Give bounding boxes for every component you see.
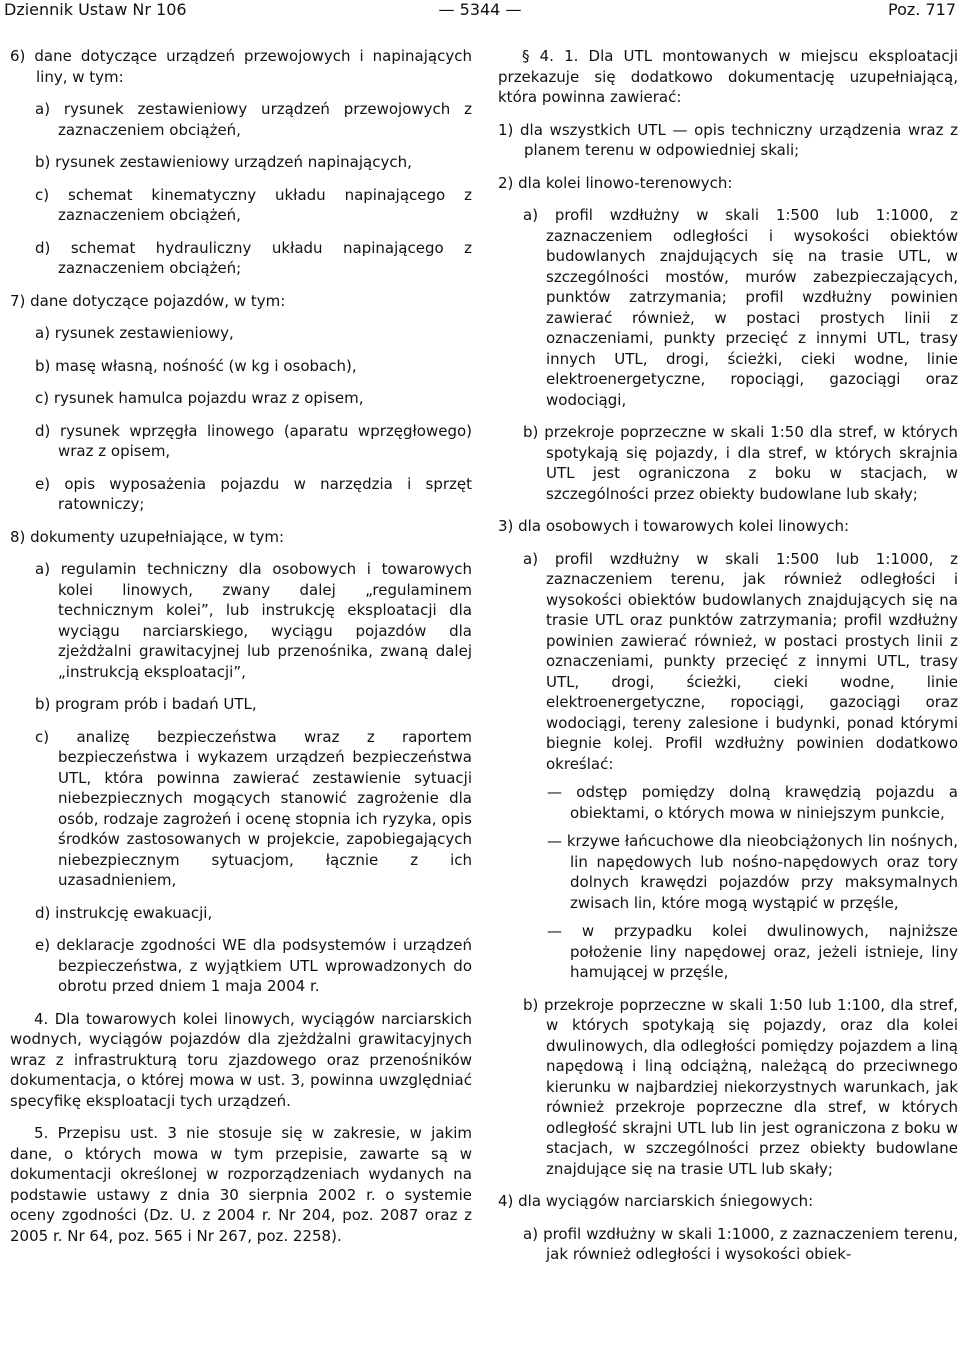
item-8: 8) dokumenty uzupełniające, w tym: bbox=[10, 527, 285, 546]
item-7a: a) rysunek zestawieniowy, bbox=[35, 324, 234, 342]
item-7d: d) rysunek wprzęgła linowego (aparatu wprzęgłowego) wraz z opisem, bbox=[35, 421, 472, 460]
item-8d: d) instrukcję ewakuacji, bbox=[35, 903, 213, 922]
dash-item-3: — w przypadku kolei dwulinowych, najniższe położenie liny napędowej oraz, jeżeli istnieje, liny hamującej w przęśle, bbox=[547, 922, 958, 981]
position-number: Poz. 717 bbox=[888, 0, 956, 19]
item-r4a: a) profil wzdłużny w skali 1:1000, z zaznaczeniem terenu, jak również odległości i wysokości obiek- bbox=[523, 1224, 958, 1263]
section-4-paragraph: 4. Dla towarowych kolei linowych, wyciągów narciarskich wodnych, wyciągów pojazdów dla zjeżdżalni grawitacyjnych wraz z infrastrukturą toru zjazdowego oraz przenośników dokumentacja, o której mowa w ust. 3, powinna uwzględniać specyfikę eksploatacji tych urządzeń. bbox=[10, 1009, 472, 1110]
left-column bbox=[10, 46, 472, 1258]
item-6b: b) rysunek zestawieniowy urządzeń napinających, bbox=[35, 153, 412, 171]
paragraph-4-1: § 4. 1. Dla UTL montowanych w miejscu eksploatacji przekazuje się dodatkowo dokumentację uzupełniającą, która powinna zawierać: bbox=[498, 47, 958, 106]
item-r4: 4) dla wyciągów narciarskich śniegowych: bbox=[498, 1192, 814, 1210]
journal-title: Dziennik Ustaw Nr 106 bbox=[4, 0, 187, 19]
right-column bbox=[498, 46, 958, 1277]
item-6d: d) schemat hydrauliczny układu napinającego z zaznaczeniem obciążeń; bbox=[35, 238, 472, 277]
dash-item-2: — krzywe łańcuchowe dla nieobciążonych lin nośnych, lin napędowych lub nośno-napędowych oraz tory dolnych krawędzi pojazdów przy maksymalnych zwisach lin, które mogą wystąpić w przęśle, bbox=[547, 832, 958, 912]
item-8e: e) deklaracje zgodności WE dla podsystemów i urządzeń bezpieczeństwa, z wyjątkiem UTL wprowadzonych do obrotu przed dniem 1 maja 2004 r. bbox=[35, 936, 472, 995]
item-6a: a) rysunek zestawieniowy urządzeń przewojowych z zaznaczeniem obciążeń, bbox=[35, 100, 472, 139]
item-6c: c) schemat kinematyczny układu napinającego z zaznaczeniem obciążeń, bbox=[35, 185, 472, 224]
item-r1: 1) dla wszystkich UTL — opis techniczny urządzenia wraz z planem terenu w odpowiedniej skali; bbox=[498, 120, 958, 159]
item-7c: c) rysunek hamulca pojazdu wraz z opisem, bbox=[35, 389, 364, 407]
dash-item-1: — odstęp pomiędzy dolną krawędzią pojazdu a obiektami, o których mowa w niniejszym punkcie, bbox=[547, 783, 958, 822]
item-7: 7) dane dotyczące pojazdów, w tym: bbox=[10, 291, 286, 310]
item-r3a: a) profil wzdłużny w skali 1:500 lub 1:1000, z zaznaczeniem terenu, jak również odległości i wysokości obiektów budowlanych znajdujących się na trasie UTL oraz punktów zatrzymania; profil wzdłużny powinien zawierać również, w postaci prostych linii z oznaczeniami, punkty przecięć z innymi UTL, trasy UTL, drogi, ścieżki, cieki wodne, linie elektroenergetyczne, ropociągi, gazociągi oraz wodociągi, tereny zalesione i budynki, ponad którymi biegnie kolej. Profil wzdłużny powinien dodatkowo określać: bbox=[523, 549, 958, 773]
item-r2a: a) profil wzdłużny w skali 1:500 lub 1:1000, z zaznaczeniem odległości i wysokości obiektów budowlanych znajdujących się na trasie UTL, w szczególności mostów, murów zabezpieczających, punktów zatrzymania; profil wzdłużny powinien zawierać również, w postaci prostych linii z oznaczeniami, punkty przecięć z innymi UTL, trasy innych UTL, drogi, ścieżki, cieki wodne, linie elektroenergetyczne, ropociągi, gazociągi oraz wodociągi, bbox=[523, 206, 958, 409]
item-r2b: b) przekroje poprzeczne w skali 1:50 dla stref, w których spotykają się pojazdy, i dla stref, w których skrajnia UTL jest ograniczona z boku w stacjach, w szczególności przez obiekty budowlane lub skały; bbox=[523, 423, 958, 503]
item-7e: e) opis wyposażenia pojazdu w narzędzia i sprzęt ratowniczy; bbox=[35, 474, 472, 513]
item-7b: b) masę własną, nośność (w kg i osobach), bbox=[35, 356, 357, 375]
item-8a: a) regulamin techniczny dla osobowych i towarowych kolei linowych, zwany dalej „regulaminem technicznym kolei”, lub instrukcję eksploatacji dla wyciągu narciarskiego, wyciągu pojazdów dla zjeżdżalni grawitacyjnej lub przenośnika, zwaną dalej „instrukcją eksploatacji”, bbox=[35, 560, 472, 681]
item-8b: b) program prób i badań UTL, bbox=[35, 695, 257, 713]
item-r3b: b) przekroje poprzeczne w skali 1:50 lub 1:100, dla stref, w których spotykają się pojazdy, oraz dla kolei dwulinowych, dla odległości pomiędzy pojazdem a liną napędową i liną odciążną, należącą do przeciwnego kierunku w najbardziej niekorzystnych warunkach, jak również przekroje poprzeczne dla stref, w których odległość skrajni UTL lub lin jest ograniczona z boku w stacjach, w szczególności przez obiekty budowlane znajdujące się na trasie UTL lub skały; bbox=[523, 995, 958, 1178]
section-5-paragraph: 5. Przepisu ust. 3 nie stosuje się w zakresie, w jakim dane, o których mowa w tym przepisie, zawarte są w dokumentacji określonej w rozporządzeniach wydanych na podstawie ustawy z dnia 30 sierpnia 2002 r. o systemie oceny zgodności (Dz. U. z 2004 r. Nr 204, poz. 2087 oraz z 2005 r. Nr 64, poz. 565 i Nr 267, poz. 2258). bbox=[10, 1124, 472, 1245]
item-8c: c) analizę bezpieczeństwa wraz z raportem bezpieczeństwa i wykazem urządzeń bezpieczeństwa UTL, która powinna zawierać zestawienie sytuacji niebezpiecznych mogących stanowić zagrożenie dla osób, rodzaje zagrożeń i ocenę stopnia ich ryzyka, opis środków zastosowanych w projekcie, zapobiegających niebezpiecznym sytuacjom, łącznie z ich uzasadnieniem, bbox=[35, 727, 472, 889]
item-r2: 2) dla kolei linowo-terenowych: bbox=[498, 173, 733, 192]
item-6: 6) dane dotyczące urządzeń przewojowych i napinających liny, w tym: bbox=[10, 47, 472, 86]
page-number: — 5344 — bbox=[438, 0, 522, 19]
page-header bbox=[0, 0, 960, 24]
item-r3: 3) dla osobowych i towarowych kolei linowych: bbox=[498, 517, 850, 535]
